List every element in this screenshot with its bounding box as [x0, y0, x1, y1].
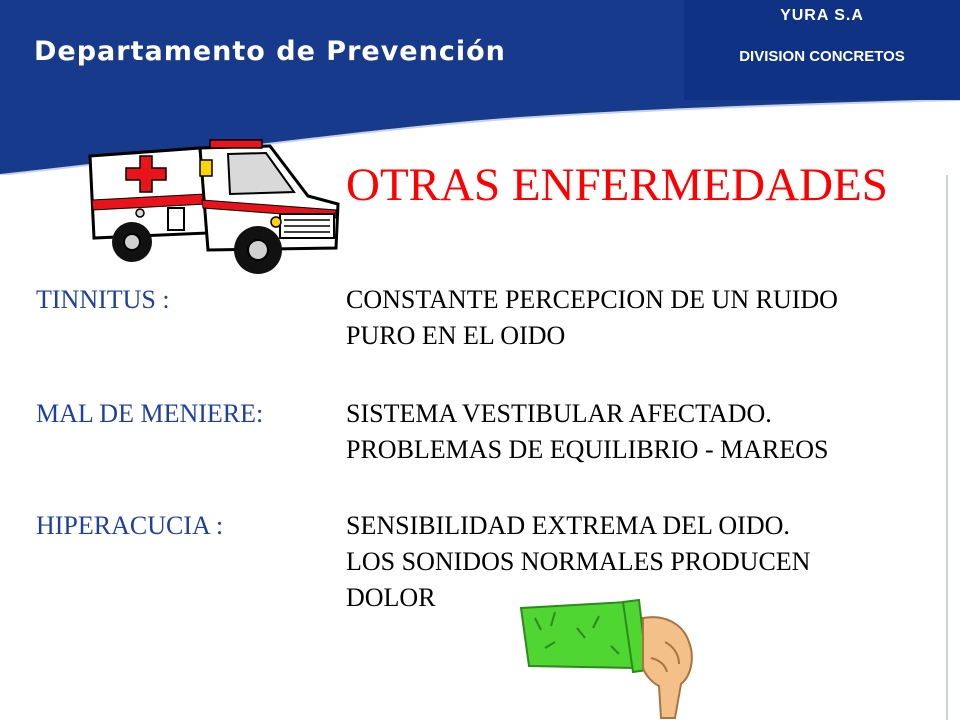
definition-mal-de-meniere	[346, 396, 946, 468]
term-tinnitus: TINNITUS :	[36, 285, 170, 314]
thumb-down-icon	[515, 598, 705, 720]
term-hiperacucia: HIPERACUCIA :	[36, 511, 224, 540]
definition-line: LOS SONIDOS NORMALES PRODUCEN	[346, 547, 811, 576]
department-title: Departamento de Prevención	[34, 36, 506, 67]
definition-line: CONSTANTE PERCEPCION DE UN RUIDO	[346, 285, 838, 314]
definition-line: PURO EN EL OIDO	[346, 321, 566, 350]
definition-line: SENSIBILIDAD EXTREMA DEL OIDO.	[346, 511, 790, 540]
definition-tinnitus	[346, 282, 946, 354]
definition-line: DOLOR	[346, 583, 436, 612]
ambulance-icon	[80, 138, 342, 278]
definition-line: SISTEMA VESTIBULAR AFECTADO.	[346, 399, 772, 428]
company-division: DIVISION CONCRETOS	[739, 48, 905, 65]
term-mal-de-meniere: MAL DE MENIERE:	[36, 399, 264, 428]
right-divider	[946, 175, 948, 720]
slide-title: OTRAS ENFERMEDADES	[346, 159, 888, 211]
company-name: YURA S.A	[780, 7, 864, 24]
definition-line: PROBLEMAS DE EQUILIBRIO - MAREOS	[346, 435, 829, 464]
